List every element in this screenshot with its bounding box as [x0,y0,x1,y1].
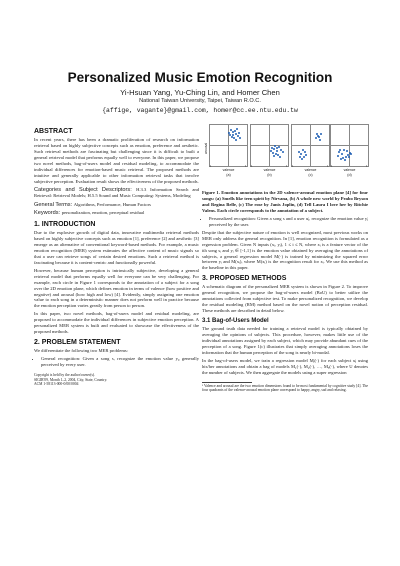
methods-heading: 3. PROPOSED METHODS [202,275,287,283]
categories-label: Categories and Subject Descriptors: [34,186,132,193]
categories-block [34,187,199,200]
bou-heading: 3.1 Bag-of-Users Model [202,318,269,325]
tick-label: -1 [330,164,333,168]
emotion-plane-panel [250,124,289,177]
tick-label: 1 [286,164,288,168]
emotion-plane-panel [291,124,330,177]
footnote: ¹ Valence and arousal are the two emotion dimensions found to be most fundamental by cognitive study [4]. The four quadrants of the valence-arousal emotion plane correspond to happy, angry, sad and relaxing. [202,383,368,393]
figure-caption: Figure 1. Emotion annotations in the 2D valence-arousal emotion plane [4] for four songs: (a) Smells like teen spirit by Nirvana, (b) A whole new world by Peabo Bryson and Regina Belle, (c) The rose by Janis Joplin, (d) Tell Laura I love her by Ritchie Valens. Each circle corresponds to the annotation of a subject. [202,190,368,213]
bou-paragraph-2: In the bag-of-users model, we train a regression model Mⱼ(·) for each subject uⱼ using his/her annotations and obtain a bag of models M₁(·), M₂(·), …, Mᵤ(·), where U denotes the number of subjects. We then aggregate the models using a super regression [202,357,368,375]
list-item: • General recognition: Given a song s, recognize the emotion value y₀ generally perceived by every user. [41,356,199,368]
author-list: Yi-Hsuan Yang, Yu-Ching Lin, and Homer Chen [120,88,280,97]
tick-label: -1 [250,164,253,168]
problem-heading: 2. PROBLEM STATEMENT [34,339,121,347]
tick-label: -1 [209,164,212,168]
problem-intro: We differentiate the following two MER problems: [34,348,128,354]
affiliation: National Taiwan University, Taipei, Taiwan R.O.C. [139,98,261,104]
right-column [202,124,368,393]
keywords-label: Keywords: [34,210,61,217]
keywords-block [34,210,199,217]
problem-list-1 [34,356,199,368]
panel-label: (b) [267,173,272,177]
panel-label: (d) [347,173,352,177]
arousal-axis [349,124,350,167]
x-axis-label: valence [222,168,235,172]
emotion-plane-panel [330,124,369,177]
tick-label: 1 [327,164,329,168]
conference-line: SIGIR'09, Month 1–2, 2004, City, State, Country. [34,377,108,382]
intro-paragraph-3: In this paper, two novel methods, bag-of-users model and residual modeling, are proposed to accommodate the individual differences in subjective emotion perception. A personalized MER system is built and evaluated to showcase the effectiveness of the proposed methods. [34,311,199,335]
arousal-axis [310,124,311,167]
x-axis-label: valence [263,168,276,172]
arousal-axis [269,124,270,167]
left-column [34,124,199,387]
emotion-plane-panel [204,124,248,177]
copyright-notice [34,373,199,387]
paper-title: Personalized Music Emotion Recognition [67,70,333,85]
intro-heading: 1. INTRODUCTION [34,221,96,228]
general-terms-block [34,202,199,209]
keywords-text: personalization, emotion, perceptual residual [61,210,145,216]
arousal-axis [228,124,229,167]
tick-label: 1 [366,164,368,168]
x-axis-label: valence [343,168,356,172]
tick-label: -1 [291,164,294,168]
footnote-rule [202,382,252,383]
author-emails: {affige, vagante}@gmail.com, homer@cc.ee.ntu.edu.tw [102,107,298,114]
panel-label: (a) [226,173,231,177]
x-axis-label: valence [304,168,317,172]
intro-paragraph-1: Due to the explosive growth of digital data, innovative multimedia retrieval methods based on highly subjective concepts such as emotion [1], preference [2] and aesthetic [3] emerge as an alternative of conventional keyword-based methods. For example, a music emotion recognition (MER) system estimates the affective content of music signals so that a user can retrieve songs of certain desired emotions. Such a retrieval method is fascinating because it is content-centric and functionally powerful. [34,230,199,265]
intro-paragraph-2: However, because human perception is intrinsically subjective, developing a general retrieval model that performs equally well for everyone can be very challenging. For example, each circle in Figure 1 corresponds to the annotation of a subject for a song over the 2D emotion plane, which defines emotion in terms of valence (how positive and negative) and arousal (how high and low) [4]. Evidently, simply assigning one emotion value to each song in a deterministic manner does not perform well in practice because the emotion perception varies greatly from person to person. [34,267,199,309]
list-item: • Personalized recognition: Given a song s and a user uⱼ, recognize the emotion value yⱼ perceived by the user. [209,216,368,228]
panel-label: (c) [308,173,313,177]
problem-paragraph: Despite that the subjective nature of emotion is well recognized, most previous works on MER only address the general recognition. In [1], emotion recognition is formulated as a regression problem. Given N inputs (xᵢ, yᵢ), 1 ≤ i ≤ N, where xᵢ is a feature vector of the ith song sᵢ and yᵢ ∈ [-1,1] is the emotion value obtained by averaging the annotations of subjects, a general regression model M(·) is trained by minimizing the squared error between yᵢ and M(xᵢ), where M(xᵢ) is the recognition result for xᵢ. We use this method as the baseline in this paper. [202,229,368,271]
abstract-heading: ABSTRACT [34,128,73,135]
bou-paragraph-1: The ground truth data needed for training a retrieval model is typically obtained by averaging the opinions of subjects. This procedure, however, makes little use of the individual annotations assigned by each subject, which may provide abundant cues of the perception of a song. Figure 1(c) illustrates that simply averaging annotations loses the information that the human perception of the song is nearly bi-modal. [202,326,368,355]
acm-line: ACM 1-58113-000-0/00/0004 [34,382,79,387]
copyright-line: Copyright is held by the author/owner(s). [34,373,96,378]
general-terms-text: Algorithms, Performance, Human Factors [73,201,151,207]
categories-text: H.3.3 Information Search and Retrieval: Retrieval Models; H.5.5 Sound and Music Computing: Systems, Modeling [34,186,199,199]
general-terms-label: General Terms: [34,201,73,208]
abstract-text: In recent years, there has been a dramatic proliferation of research on information retrieval based on highly subjective concepts such as emotion, preference and aesthetic. Such retrieval methods are fascinating but challenging since it is difficult to built a general retrieval model that performs equally well to everyone. In this paper, we propose two novel methods, bag-of-users model and residual modeling, to accommodate the individual differences for emotion-based music retrieval. The proposed methods are intuitive and generally applicable to other information retrieval tasks that involve subjective perception. Evaluation result shows the effectiveness of the proposed methods. [34,137,199,184]
y-axis-label: arousal [204,142,208,154]
tick-label: 1 [245,164,247,168]
problem-list-2 [202,216,368,228]
emotion-figure [202,124,368,190]
methods-paragraph: A schematic diagram of the personalized MER system is shown in Figure 2. To improve general recognition, we propose the bag-of-users model (BoU) to better utilize the annotations collected from subjective test. To make personalized recognition, we develop the residual modeling (RM) method based on the novel notion of perception residual. These methods are described in detail below. [202,284,368,314]
